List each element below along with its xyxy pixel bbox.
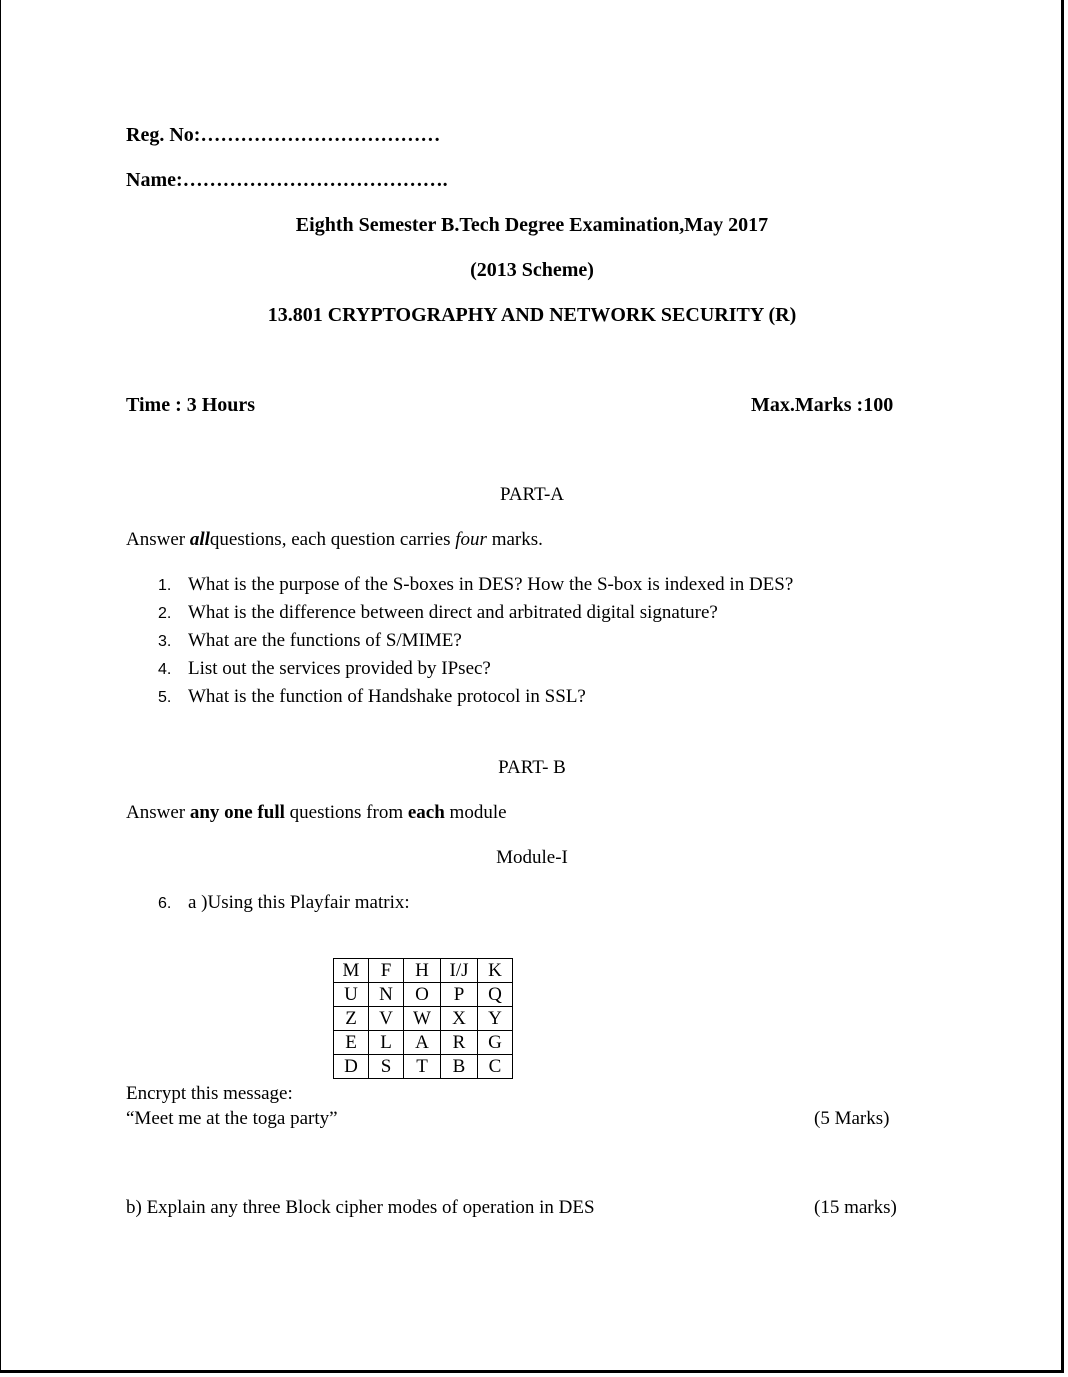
matrix-cell: P bbox=[441, 983, 478, 1007]
reg-no-line: Reg. No:……………………………… bbox=[126, 124, 441, 146]
matrix-cell: B bbox=[441, 1055, 478, 1079]
matrix-cell: E bbox=[334, 1031, 369, 1055]
question-text: List out the services provided by IPsec? bbox=[188, 658, 491, 679]
part-b-title: PART- B bbox=[498, 757, 566, 778]
part-a-instr-2: all bbox=[189, 529, 210, 550]
matrix-cell: K bbox=[478, 959, 513, 983]
matrix-cell: L bbox=[369, 1031, 404, 1055]
part-b-instr-1: Answer bbox=[126, 802, 190, 823]
max-marks: Max.Marks :100 bbox=[751, 394, 894, 416]
question-2 bbox=[158, 602, 718, 624]
matrix-cell: M bbox=[334, 959, 369, 983]
matrix-cell: S bbox=[369, 1055, 404, 1079]
question-number: 3. bbox=[158, 633, 172, 650]
matrix-row bbox=[334, 1007, 513, 1031]
matrix-cell: G bbox=[478, 1031, 513, 1055]
question-number: 4. bbox=[158, 661, 172, 678]
matrix-cell: Z bbox=[334, 1007, 369, 1031]
matrix-row bbox=[334, 1031, 513, 1055]
matrix-cell: Y bbox=[478, 1007, 513, 1031]
matrix-cell: Q bbox=[478, 983, 513, 1007]
time-allowed: Time : 3 Hours bbox=[126, 394, 256, 416]
question-5 bbox=[158, 686, 586, 708]
plaintext-message: “Meet me at the toga party” bbox=[126, 1108, 338, 1129]
question-6a bbox=[158, 892, 410, 914]
matrix-row bbox=[334, 1055, 513, 1079]
part-b-instr-4: each bbox=[407, 802, 445, 823]
matrix-cell: U bbox=[334, 983, 369, 1007]
name-line: Name:…………………………………. bbox=[126, 169, 448, 191]
part-a-instr-4: four bbox=[455, 529, 487, 550]
matrix-cell: W bbox=[404, 1007, 441, 1031]
matrix-cell: C bbox=[478, 1055, 513, 1079]
matrix-cell: H bbox=[404, 959, 441, 983]
question-number: 5. bbox=[158, 689, 172, 706]
matrix-cell: D bbox=[334, 1055, 369, 1079]
question-text: What is the purpose of the S-boxes in DES? How the S-box is indexed in DES? bbox=[188, 574, 794, 595]
question-number: 6. bbox=[158, 895, 172, 912]
question-text: a )Using this Playfair matrix: bbox=[188, 892, 410, 913]
matrix-cell: O bbox=[404, 983, 441, 1007]
playfair-matrix bbox=[333, 958, 513, 1079]
question-text: What is the difference between direct and arbitrated digital signature? bbox=[188, 602, 718, 623]
marks-part-b: (15 marks) bbox=[814, 1197, 897, 1218]
matrix-cell: N bbox=[369, 983, 404, 1007]
matrix-row bbox=[334, 959, 513, 983]
matrix-cell: A bbox=[404, 1031, 441, 1055]
question-text: What is the function of Handshake protocol in SSL? bbox=[188, 686, 586, 707]
question-4 bbox=[158, 658, 491, 680]
matrix-row bbox=[334, 983, 513, 1007]
matrix-cell: I/J bbox=[441, 959, 478, 983]
part-a-instr-5: marks. bbox=[486, 529, 543, 550]
question-3 bbox=[158, 630, 462, 652]
part-a-title: PART-A bbox=[500, 484, 564, 505]
question-6b: b) Explain any three Block cipher modes of operation in DES bbox=[126, 1197, 595, 1218]
matrix-cell: T bbox=[404, 1055, 441, 1079]
scheme: (2013 Scheme) bbox=[470, 259, 594, 281]
course-title: 13.801 CRYPTOGRAPHY AND NETWORK SECURITY (R) bbox=[267, 304, 797, 326]
matrix-cell: R bbox=[441, 1031, 478, 1055]
marks-part-a: (5 Marks) bbox=[814, 1108, 890, 1129]
question-number: 1. bbox=[158, 577, 172, 594]
part-b-instr-5: module bbox=[444, 802, 507, 823]
encrypt-label: Encrypt this message: bbox=[126, 1083, 293, 1104]
question-1 bbox=[158, 574, 793, 596]
part-a-instr-3: questions, each question carries bbox=[209, 529, 456, 550]
question-text: What are the functions of S/MIME? bbox=[188, 630, 462, 651]
part-b-instructions bbox=[126, 802, 507, 824]
matrix-cell: F bbox=[369, 959, 404, 983]
module-title: Module-I bbox=[496, 847, 568, 868]
part-b-instr-3: questions from bbox=[284, 802, 408, 823]
part-a-instructions bbox=[126, 529, 543, 551]
part-a-instr-1: Answer bbox=[126, 529, 190, 550]
exam-title: Eighth Semester B.Tech Degree Examination,May 2017 bbox=[295, 214, 769, 236]
question-number: 2. bbox=[158, 605, 172, 622]
matrix-cell: X bbox=[441, 1007, 478, 1031]
part-b-instr-2: any one full bbox=[189, 802, 285, 823]
matrix-cell: V bbox=[369, 1007, 404, 1031]
